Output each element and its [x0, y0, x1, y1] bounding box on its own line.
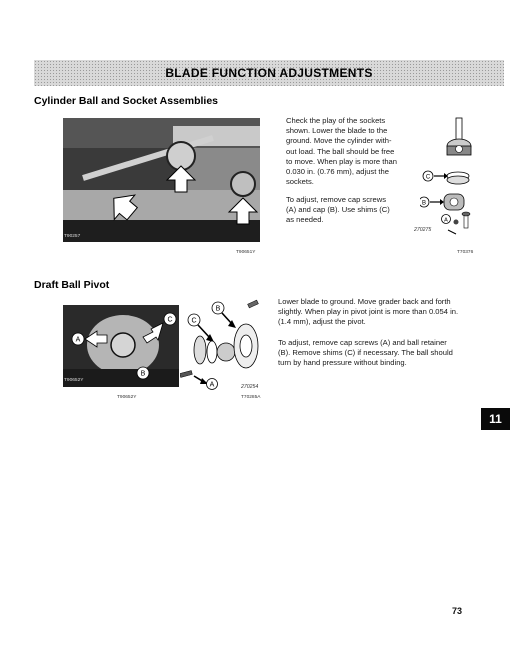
page-number: 73 [452, 606, 463, 616]
callout-b-diagram: B [215, 305, 221, 313]
photo-corner-caption-1: T90257 [64, 234, 81, 239]
photo-caption-1: T90651Y [236, 250, 256, 255]
draft-pivot-photo [63, 305, 179, 387]
callout-b-cylinder: B [421, 200, 427, 207]
cylinder-paragraph-2: To adjust, remove cap screws (A) and cap (B). Use shims (C) as needed. [286, 195, 390, 225]
callout-a-diagram: A [209, 381, 215, 389]
callout-a-photo: A [75, 336, 81, 344]
photo-corner-caption-2: T90652Y [64, 378, 84, 383]
photo-caption-2: T90652Y [117, 395, 137, 400]
callout-a-cylinder: A [444, 217, 448, 224]
draft-paragraph-2: To adjust, remove cap screws (A) and ball retainer (B). Remove shims (C) if necessary. The ball should turn by hand pressure without binding. [278, 338, 453, 368]
diagram-caption-2b: T70285A [241, 395, 261, 400]
pivot-exploded-diagram [180, 296, 272, 390]
socket-exploded-diagram [420, 116, 480, 244]
diagram-caption-2: 270254 [241, 384, 259, 390]
page-title: BLADE FUNCTION ADJUSTMENTS [165, 66, 373, 80]
callout-b-photo: B [140, 370, 146, 378]
cylinder-paragraph-1: Check the play of the sockets shown. Lower the blade to the ground. Move the cylinder with- out load. The ball should be free to move. When play is more than 0.030 in. (0.76 mm), adjust the sockets. [286, 116, 398, 187]
callout-c-photo: C [167, 316, 173, 324]
section-title-cylinder: Cylinder Ball and Socket Assemblies [34, 95, 219, 107]
cylinder-photo [63, 118, 260, 242]
draft-paragraph-1: Lower blade to ground. Move grader back and forth slightly. When play in pivot joint is more than 0.054 in. (1.4 mm), adjust the pivot. [278, 297, 459, 327]
callout-c-diagram: C [191, 317, 197, 325]
diagram-caption-1b: T70376 [457, 250, 474, 255]
section-title-draft: Draft Ball Pivot [34, 279, 110, 291]
section-tab: 11 [481, 408, 510, 430]
diagram-caption-1: 270275 [414, 227, 432, 233]
callout-c-cylinder: C [425, 174, 431, 181]
